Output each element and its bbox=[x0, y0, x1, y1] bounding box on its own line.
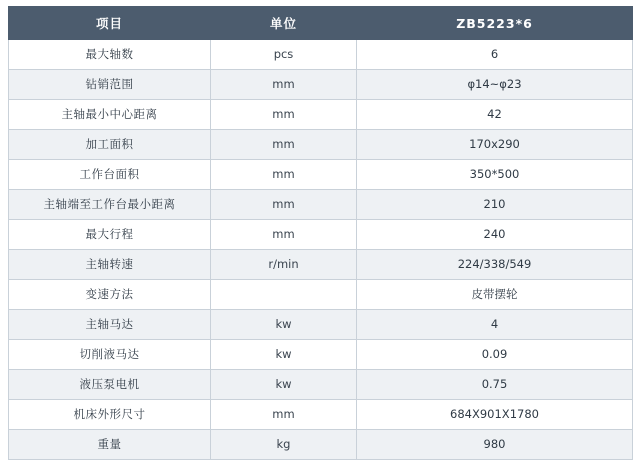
row-item-label: 主轴转速 bbox=[9, 250, 211, 280]
table-row bbox=[9, 340, 633, 370]
row-item-label: 主轴端至工作台最小距离 bbox=[9, 190, 211, 220]
row-unit-value: mm bbox=[211, 220, 357, 250]
row-item-label: 变速方法 bbox=[9, 280, 211, 310]
row-item-label: 最大轴数 bbox=[9, 40, 211, 70]
row-spec-value: 210 bbox=[357, 190, 633, 220]
row-spec-value: 皮带摆轮 bbox=[357, 280, 633, 310]
column-header-unit: 单位 bbox=[211, 7, 357, 40]
row-item-label: 切削液马达 bbox=[9, 340, 211, 370]
table-header-row bbox=[9, 7, 633, 40]
table-body bbox=[9, 40, 633, 460]
row-unit-value: kw bbox=[211, 340, 357, 370]
table-header bbox=[9, 7, 633, 40]
row-spec-value: 4 bbox=[357, 310, 633, 340]
row-unit-value: mm bbox=[211, 70, 357, 100]
row-spec-value: 6 bbox=[357, 40, 633, 70]
table-row bbox=[9, 190, 633, 220]
table-row bbox=[9, 70, 633, 100]
row-spec-value: 350*500 bbox=[357, 160, 633, 190]
row-unit-value: pcs bbox=[211, 40, 357, 70]
row-item-label: 最大行程 bbox=[9, 220, 211, 250]
row-spec-value: 0.09 bbox=[357, 340, 633, 370]
row-spec-value: 224/338/549 bbox=[357, 250, 633, 280]
table-row bbox=[9, 400, 633, 430]
row-item-label: 液压泵电机 bbox=[9, 370, 211, 400]
row-unit-value: r/min bbox=[211, 250, 357, 280]
row-item-label: 加工面积 bbox=[9, 130, 211, 160]
row-item-label: 主轴最小中心距离 bbox=[9, 100, 211, 130]
row-spec-value: 980 bbox=[357, 430, 633, 460]
row-spec-value: φ14~φ23 bbox=[357, 70, 633, 100]
row-unit-value: mm bbox=[211, 130, 357, 160]
table-row bbox=[9, 250, 633, 280]
row-unit-value bbox=[211, 280, 357, 310]
row-spec-value: 170x290 bbox=[357, 130, 633, 160]
row-spec-value: 0.75 bbox=[357, 370, 633, 400]
table-row bbox=[9, 430, 633, 460]
table-row bbox=[9, 40, 633, 70]
table-row bbox=[9, 370, 633, 400]
row-unit-value: kw bbox=[211, 310, 357, 340]
row-unit-value: mm bbox=[211, 400, 357, 430]
column-header-item: 项目 bbox=[9, 7, 211, 40]
table-row bbox=[9, 100, 633, 130]
row-item-label: 钻销范围 bbox=[9, 70, 211, 100]
row-item-label: 工作台面积 bbox=[9, 160, 211, 190]
row-spec-value: 684X901X1780 bbox=[357, 400, 633, 430]
row-unit-value: kg bbox=[211, 430, 357, 460]
row-item-label: 机床外形尺寸 bbox=[9, 400, 211, 430]
table-row bbox=[9, 310, 633, 340]
table-row bbox=[9, 280, 633, 310]
row-item-label: 主轴马达 bbox=[9, 310, 211, 340]
row-unit-value: mm bbox=[211, 100, 357, 130]
column-header-model: ZB5223*6 bbox=[357, 7, 633, 40]
row-unit-value: mm bbox=[211, 160, 357, 190]
row-unit-value: mm bbox=[211, 190, 357, 220]
table-row bbox=[9, 160, 633, 190]
row-spec-value: 42 bbox=[357, 100, 633, 130]
table-row bbox=[9, 130, 633, 160]
row-unit-value: kw bbox=[211, 370, 357, 400]
row-item-label: 重量 bbox=[9, 430, 211, 460]
specification-table bbox=[8, 6, 633, 460]
row-spec-value: 240 bbox=[357, 220, 633, 250]
table-row bbox=[9, 220, 633, 250]
